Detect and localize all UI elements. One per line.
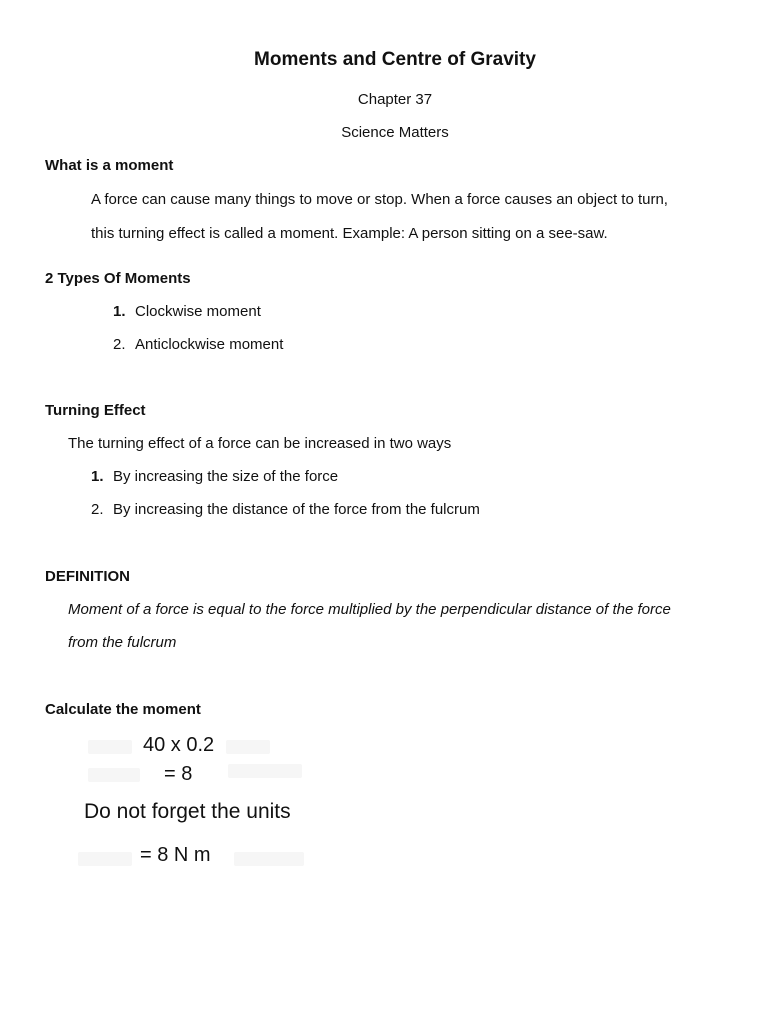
chapter-label: Chapter 37 <box>357 91 433 108</box>
faded-artifact <box>228 764 302 778</box>
definition-line-2: from the fulcrum <box>68 634 177 651</box>
document-title: Moments and Centre of Gravity <box>254 49 536 70</box>
list-text: Clockwise moment <box>135 303 261 320</box>
faded-artifact <box>78 852 132 866</box>
definition-line-1: Moment of a force is equal to the force multiplied by the perpendicular distance of the force <box>68 601 671 618</box>
section-heading-definition: DEFINITION <box>45 568 130 585</box>
book-title: Science Matters <box>341 124 449 141</box>
list-number: 1. <box>113 303 126 320</box>
list-number: 2. <box>113 336 126 353</box>
section-heading-calculate: Calculate the moment <box>45 701 201 718</box>
list-item <box>113 336 283 353</box>
moment-paragraph-line-1: A force can cause many things to move or stop. When a force causes an object to turn, <box>91 191 668 208</box>
list-item <box>113 303 261 320</box>
calculation-step-1: 40 x 0.2 <box>143 734 215 756</box>
list-text: Anticlockwise moment <box>135 336 284 353</box>
list-number: 2. <box>91 501 104 518</box>
list-number: 1. <box>91 468 104 485</box>
list-text: By increasing the size of the force <box>113 468 339 485</box>
calculation-step-2: = 8 <box>164 763 193 785</box>
moment-paragraph-line-2: this turning effect is called a moment. Example: A person sitting on a see-saw. <box>91 225 608 242</box>
units-reminder: Do not forget the units <box>84 800 291 823</box>
list-item <box>91 501 480 518</box>
section-heading-turning-effect: Turning Effect <box>45 402 146 419</box>
list-text: By increasing the distance of the force from the fulcrum <box>113 501 480 518</box>
turning-effect-intro: The turning effect of a force can be increased in two ways <box>68 435 452 452</box>
section-heading-types: 2 Types Of Moments <box>45 270 191 287</box>
section-heading-what-is-moment: What is a moment <box>45 157 174 174</box>
list-item <box>91 468 338 485</box>
calculation-result: = 8 N m <box>140 844 211 866</box>
faded-artifact <box>88 740 132 754</box>
faded-artifact <box>226 740 270 754</box>
faded-artifact <box>234 852 304 866</box>
faded-artifact <box>88 768 140 782</box>
